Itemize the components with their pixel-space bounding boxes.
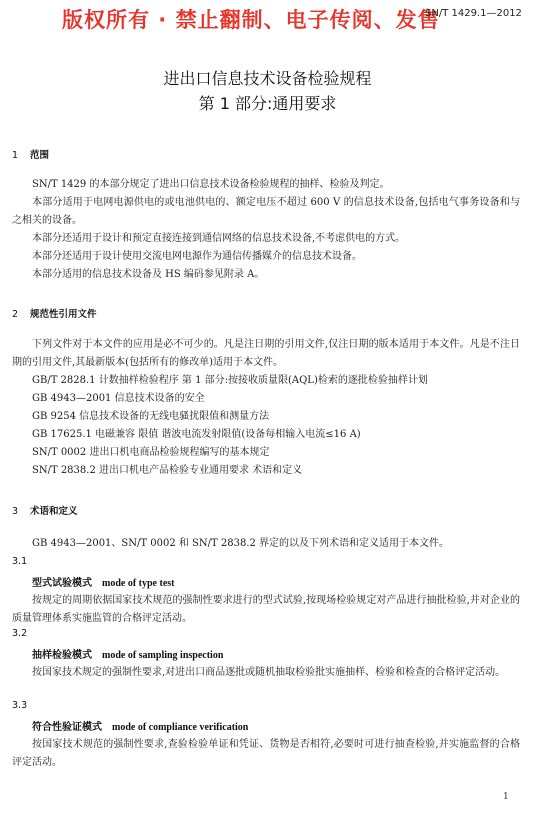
reference-item: GB/T 2828.1 计数抽样检验程序 第 1 部分:按接收质量限(AQL)检索的逐批检验抽样计划: [32, 375, 428, 386]
paragraph: 本部分适用的信息技术设备及 HS 编码参见附录 A。: [32, 269, 265, 280]
paragraph: 本部分还适用于设计和预定直接连接到通信网络的信息技术设备,不考虑供电的方式。: [32, 233, 406, 244]
section-1-heading: [12, 147, 49, 161]
reference-item: SN/T 2838.2 进出口机电产品检验专业通用要求 术语和定义: [32, 465, 303, 476]
section-number: 2: [12, 309, 19, 320]
document-subtitle: 第 1 部分:通用要求: [198, 94, 337, 113]
standard-number: SN/T 1429.1—2012: [425, 8, 522, 19]
term-definition: 按国家技术规定的强制性要求,对进出口商品逐批或随机抽取检验批实施抽样、检验和检查的合格评定活动。: [32, 667, 506, 678]
paragraph: 本部分适用于电网电源供电的或电池供电的、额定电压不超过 600 V 的信息技术设备,包括电气事务设备和与之相关的设备。: [12, 197, 520, 226]
term-title: [32, 646, 223, 661]
term-zh: 抽样检验模式: [32, 650, 92, 661]
document-title: 进出口信息技术设备检验规程: [163, 69, 372, 88]
term-definition: 按规定的周期依据国家技术规范的强制性要求进行的型式试验,按现场检验规定对产品进行抽批检验,并对企业的质量管理体系实施监管的合格评定活动。: [12, 595, 520, 624]
term-en: mode of sampling inspection: [102, 650, 224, 661]
section-title: 术语和定义: [30, 506, 78, 517]
reference-item: GB 17625.1 电磁兼容 限值 谐波电流发射限值(设备每相输入电流≤16 A): [32, 429, 361, 440]
term-en: mode of compliance verification: [112, 722, 249, 733]
reference-item: GB 4943—2001 信息技术设备的安全: [32, 393, 205, 404]
section-3-heading: [12, 503, 78, 517]
term-en: mode of type test: [102, 578, 175, 589]
section-number: 3: [12, 506, 19, 517]
reference-item: SN/T 0002 进出口机电商品检验规程编写的基本规定: [32, 447, 270, 458]
section-title: 规范性引用文件: [30, 309, 97, 320]
term-title: [32, 718, 248, 733]
section-2-heading: [12, 306, 97, 320]
page-number: 1: [503, 792, 509, 802]
watermark-banner: 版权所有 · 禁止翻制、电子传阅、发售: [62, 8, 440, 32]
section-number: 1: [12, 150, 19, 161]
paragraph: SN/T 1429 的本部分规定了进出口信息技术设备检验规程的抽样、检验及判定。: [32, 179, 390, 190]
reference-item: GB 9254 信息技术设备的无线电骚扰限值和测量方法: [32, 411, 270, 422]
paragraph: GB 4943—2001、SN/T 0002 和 SN/T 2838.2 界定的以及下列术语和定义适用于本文件。: [32, 538, 450, 549]
term-zh: 型式试验模式: [32, 578, 92, 589]
term-title: [32, 574, 174, 589]
clause-number: 3.1: [12, 556, 28, 567]
clause-number: 3.3: [12, 700, 28, 711]
clause-number: 3.2: [12, 628, 28, 639]
paragraph: 下列文件对于本文件的应用是必不可少的。凡是注日期的引用文件,仅注日期的版本适用于本文件。凡是不注日期的引用文件,其最新版本(包括所有的修改单)适用于本文件。: [12, 339, 520, 368]
term-zh: 符合性验证模式: [32, 722, 102, 733]
paragraph: 本部分还适用于设计使用交流电网电源作为通信传播媒介的信息技术设备。: [32, 251, 362, 262]
term-definition: 按国家技术规范的强制性要求,查验检验单证和凭证、货物是否相符,必要时可进行抽查检验,并实施监督的合格评定活动。: [12, 739, 520, 768]
section-title: 范围: [30, 150, 50, 161]
